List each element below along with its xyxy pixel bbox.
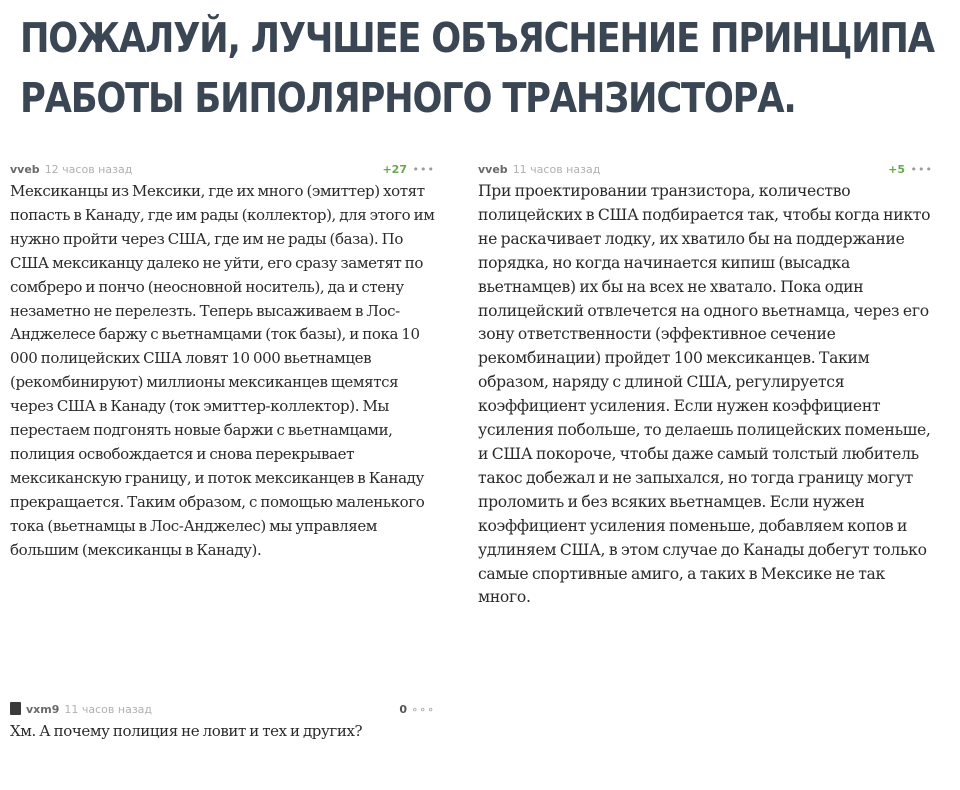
comment-header [10,700,435,720]
headline [20,8,934,128]
comment-3 [10,700,435,744]
avatar[interactable] [10,702,21,715]
comment-username[interactable]: vveb [10,163,40,176]
comment-text: Мексиканцы из Мексики, где их много (эмиттер) хотят попасть в Канаду, где им рады (коллектор), для этого им нужно пройти через США, где им не рады (база). По США мексиканцу далеко не уйти, его сразу заметят по сомбреро и пончо (неосновной носитель), да и стену незаметно не перелезть. Теперь высаживаем в Лос-Анджелесе баржу с вьетнамцами (ток базы), и пока 10 000 полицейских США ловят 10 000 вьетнамцев (рекомбинируют) миллионы мексиканцев щемятся через США в Канаду (ток эмиттер-коллектор). Мы перестаем подгонять новые баржи с вьетнамцами, полиция освобождается и снова перекрывает мексиканскую границу, и поток мексиканцев в Канаду прекращается. Таким образом, с помощью маленького тока (вьетнамцы в Лос-Анджелес) мы управляем большим (мексиканцы в Канаду). [10,182,435,559]
more-options-icon[interactable]: ∘∘∘ [411,703,435,716]
comment-header [10,160,435,180]
comment-score: 0 [399,703,407,716]
headline-line-2: РАБОТЫ БИПОЛЯРНОГО ТРАНЗИСТОРА. [20,74,796,122]
comment-score: +5 [888,163,905,176]
comment-score: +27 [382,163,407,176]
comment-header [478,160,933,180]
comment-username[interactable]: vveb [478,163,508,176]
more-options-icon[interactable]: ••• [412,163,435,176]
comment-1 [10,160,435,563]
comment-2 [478,160,933,610]
comment-text: При проектировании транзистора, количество полицейских в США подбирается так, чтобы когда никто не раскачивает лодку, их хватило бы на поддержание порядка, но когда начинается кипиш (высадка вьетнамцев) их бы на всех не хватало. Пока один полицейский отвлечется на одного вьетнамца, через его зону ответственности (эффективное сечение рекомбинации) пройдет 100 мексиканцев. Таким образом, наряду с длиной США, регулируется коэффициент усиления. Если нужен коэффициент усиления побольше, то делаешь полицейских поменьше, и США покороче, чтобы даже самый толстый любитель такос добежал и не запыхался, но тогда границу могут проломить и без всяких вьетнамцев. Если нужен коэффициент усиления поменьше, добавляем копов и удлиняем США, в этом случае до Канады добегут только самые спортивные амиго, а таких в Мексике не так много. [478,182,931,607]
comment-username[interactable]: vxm9 [26,703,60,716]
comment-timestamp: 11 часов назад [512,163,601,176]
headline-line-1: ПОЖАЛУЙ, ЛУЧШЕЕ ОБЪЯСНЕНИЕ ПРИНЦИПА [20,14,934,62]
comment-timestamp: 12 часов назад [44,163,133,176]
comment-timestamp: 11 часов назад [64,703,153,716]
more-options-icon[interactable]: ••• [910,163,933,176]
comment-text: Хм. А почему полиция не ловит и тех и других? [10,722,363,740]
